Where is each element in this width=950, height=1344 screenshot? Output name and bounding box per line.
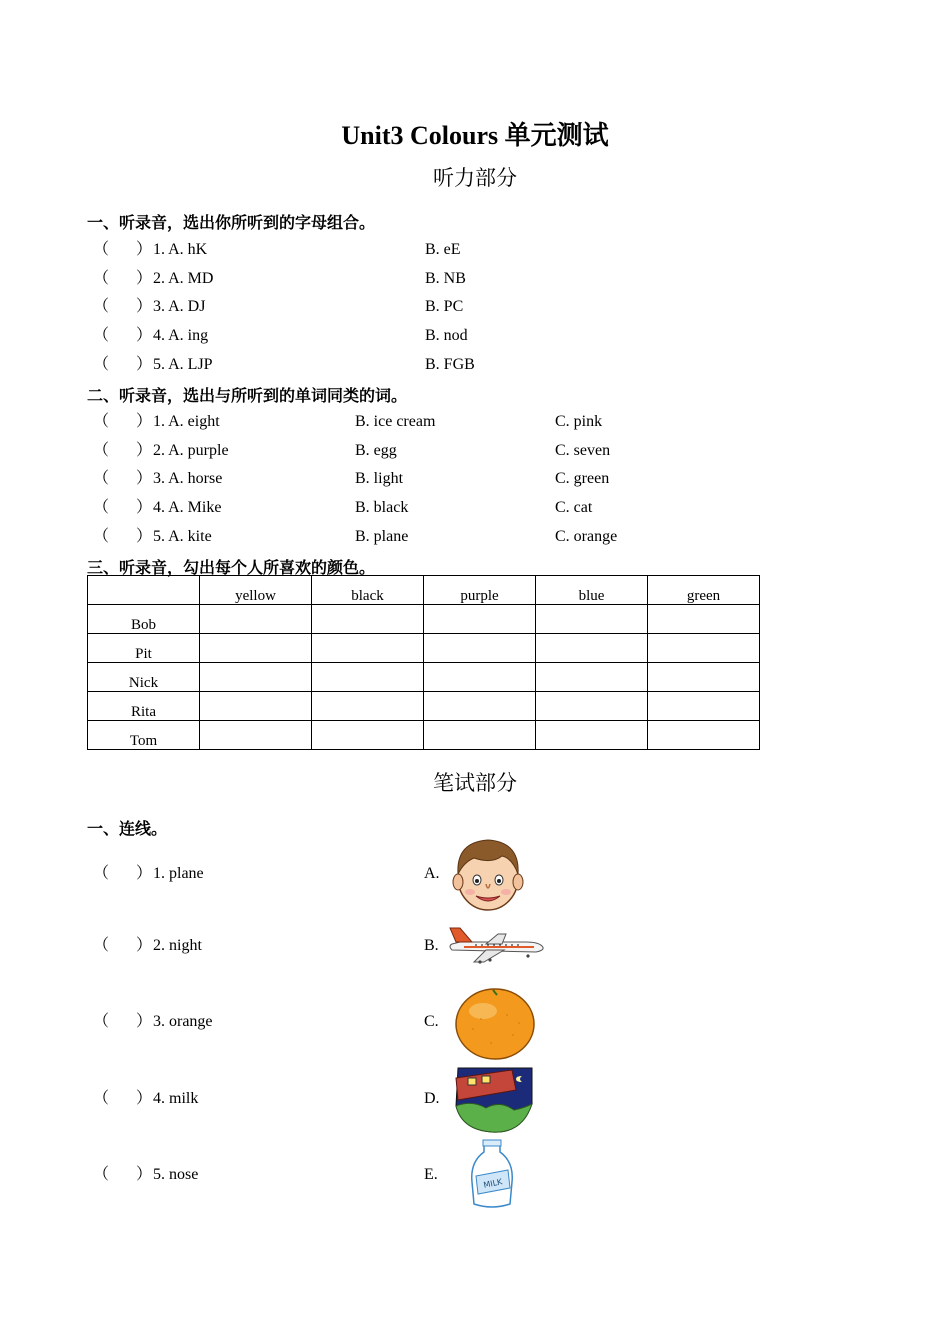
match-word: 4. milk (153, 1090, 199, 1107)
answer-bracket-close: ） (136, 1090, 153, 1107)
answer-bracket-close: ） (136, 937, 153, 954)
answer-bracket-open: （ (93, 413, 110, 430)
option-b: B. FGB (425, 355, 475, 373)
tick-cell[interactable] (424, 605, 536, 634)
answer-bracket-open: （ (93, 1090, 110, 1107)
answer-bracket-open: （ (93, 937, 110, 954)
tick-cell[interactable] (200, 634, 312, 663)
tick-cell[interactable] (536, 692, 648, 721)
answer-bracket-close: ） (136, 327, 153, 345)
tick-cell[interactable] (536, 605, 648, 634)
option-b: B. ice cream (355, 413, 436, 430)
answer-bracket-open: （ (93, 355, 110, 373)
listening-part-title: 听力部分 (433, 166, 517, 190)
tick-cell[interactable] (648, 663, 760, 692)
answer-bracket-open: （ (93, 499, 110, 517)
option-c: C. orange (555, 527, 618, 545)
tick-cell[interactable] (648, 721, 760, 750)
option-c: C. green (555, 470, 610, 488)
tick-cell[interactable] (424, 721, 536, 750)
option-a: 1. A. hK (153, 241, 208, 258)
milk-bottle-icon (466, 1138, 518, 1210)
tick-cell[interactable] (424, 634, 536, 663)
answer-bracket-open: （ (93, 1013, 110, 1030)
match-letter: D. (424, 1090, 440, 1107)
option-a: 4. A. Mike (153, 499, 222, 517)
answer-bracket-open: （ (93, 269, 110, 287)
tick-cell[interactable] (200, 692, 312, 721)
svg-text:MILK: MILK (482, 1177, 504, 1190)
answer-bracket-close: ） (136, 269, 153, 287)
column-header: green (648, 576, 760, 605)
section2-heading: 二、听录音，选出与所听到的单词同类的词。 (87, 386, 408, 405)
tick-cell[interactable] (648, 605, 760, 634)
tick-cell[interactable] (648, 692, 760, 721)
table-row (88, 692, 760, 721)
tick-cell[interactable] (200, 605, 312, 634)
tick-cell[interactable] (312, 634, 424, 663)
answer-bracket-close: ） (136, 865, 153, 882)
option-a: 1. A. eight (153, 413, 220, 430)
answer-bracket-open: （ (93, 470, 110, 488)
option-a: 3. A. DJ (153, 298, 206, 316)
option-a: 2. A. MD (153, 269, 214, 287)
tick-cell[interactable] (312, 692, 424, 721)
option-a: 4. A. ing (153, 327, 209, 345)
tick-cell[interactable] (312, 721, 424, 750)
answer-bracket-open: （ (93, 441, 110, 459)
airplane-icon (446, 922, 548, 968)
option-b: B. nod (425, 327, 468, 345)
answer-bracket-close: ） (136, 298, 153, 316)
tick-cell[interactable] (200, 721, 312, 750)
person-name: Bob (88, 605, 200, 634)
tick-cell[interactable] (312, 663, 424, 692)
option-c: C. seven (555, 441, 611, 459)
night-house-icon (452, 1064, 534, 1136)
boy-face-icon (452, 836, 524, 912)
match-letter: E. (424, 1166, 438, 1183)
answer-bracket-close: ） (136, 1166, 153, 1183)
page-title: Unit3 Colours 单元测试 (341, 121, 609, 150)
column-header: purple (424, 576, 536, 605)
answer-bracket-close: ） (136, 499, 153, 517)
option-a: 2. A. purple (153, 441, 229, 459)
orange-fruit-icon (453, 985, 537, 1061)
option-b: B. light (355, 470, 404, 488)
table-row (88, 605, 760, 634)
answer-bracket-close: ） (136, 241, 153, 258)
answer-bracket-open: （ (93, 327, 110, 345)
table-header-row (88, 576, 760, 605)
answer-bracket-open: （ (93, 865, 110, 882)
answer-bracket-close: ） (136, 470, 153, 488)
column-header: blue (536, 576, 648, 605)
match-letter: B. (424, 937, 439, 954)
option-c: C. pink (555, 413, 603, 430)
person-name: Tom (88, 721, 200, 750)
table-row (88, 663, 760, 692)
table-row (88, 634, 760, 663)
option-b: B. black (355, 499, 409, 517)
answer-bracket-open: （ (93, 527, 110, 545)
matching-heading: 一、连线。 (87, 819, 168, 838)
writing-part-title: 笔试部分 (433, 771, 517, 795)
section1-heading: 一、听录音，选出你所听到的字母组合。 (87, 213, 376, 232)
option-c: C. cat (555, 499, 593, 517)
option-b: B. NB (425, 269, 466, 287)
tick-cell[interactable] (312, 605, 424, 634)
tick-cell[interactable] (648, 634, 760, 663)
match-word: 2. night (153, 937, 202, 954)
answer-bracket-open: （ (93, 241, 110, 258)
section3-heading: 三、听录音，勾出每个人所喜欢的颜色。 (87, 558, 376, 577)
table-row (88, 721, 760, 750)
person-name: Nick (88, 663, 200, 692)
tick-cell[interactable] (424, 692, 536, 721)
answer-bracket-open: （ (93, 1166, 110, 1183)
person-name: Pit (88, 634, 200, 663)
person-name: Rita (88, 692, 200, 721)
match-word: 5. nose (153, 1166, 199, 1183)
answer-bracket-open: （ (93, 298, 110, 316)
option-a: 5. A. kite (153, 527, 212, 545)
column-header (88, 576, 200, 605)
option-b: B. PC (425, 298, 464, 316)
answer-bracket-close: ） (136, 527, 153, 545)
match-word: 3. orange (153, 1013, 213, 1030)
column-header: yellow (200, 576, 312, 605)
option-b: B. eE (425, 241, 461, 258)
answer-bracket-close: ） (136, 1013, 153, 1030)
match-letter: A. (424, 865, 440, 882)
color-preference-table (87, 575, 760, 750)
answer-bracket-close: ） (136, 441, 153, 459)
match-letter: C. (424, 1013, 439, 1030)
column-header: black (312, 576, 424, 605)
tick-cell[interactable] (536, 721, 648, 750)
answer-bracket-close: ） (136, 413, 153, 430)
option-b: B. egg (355, 441, 397, 459)
option-a: 5. A. LJP (153, 355, 213, 373)
match-word: 1. plane (153, 865, 204, 882)
tick-cell[interactable] (200, 663, 312, 692)
tick-cell[interactable] (536, 634, 648, 663)
tick-cell[interactable] (424, 663, 536, 692)
option-b: B. plane (355, 527, 409, 545)
tick-cell[interactable] (536, 663, 648, 692)
option-a: 3. A. horse (153, 470, 223, 488)
answer-bracket-close: ） (136, 355, 153, 373)
